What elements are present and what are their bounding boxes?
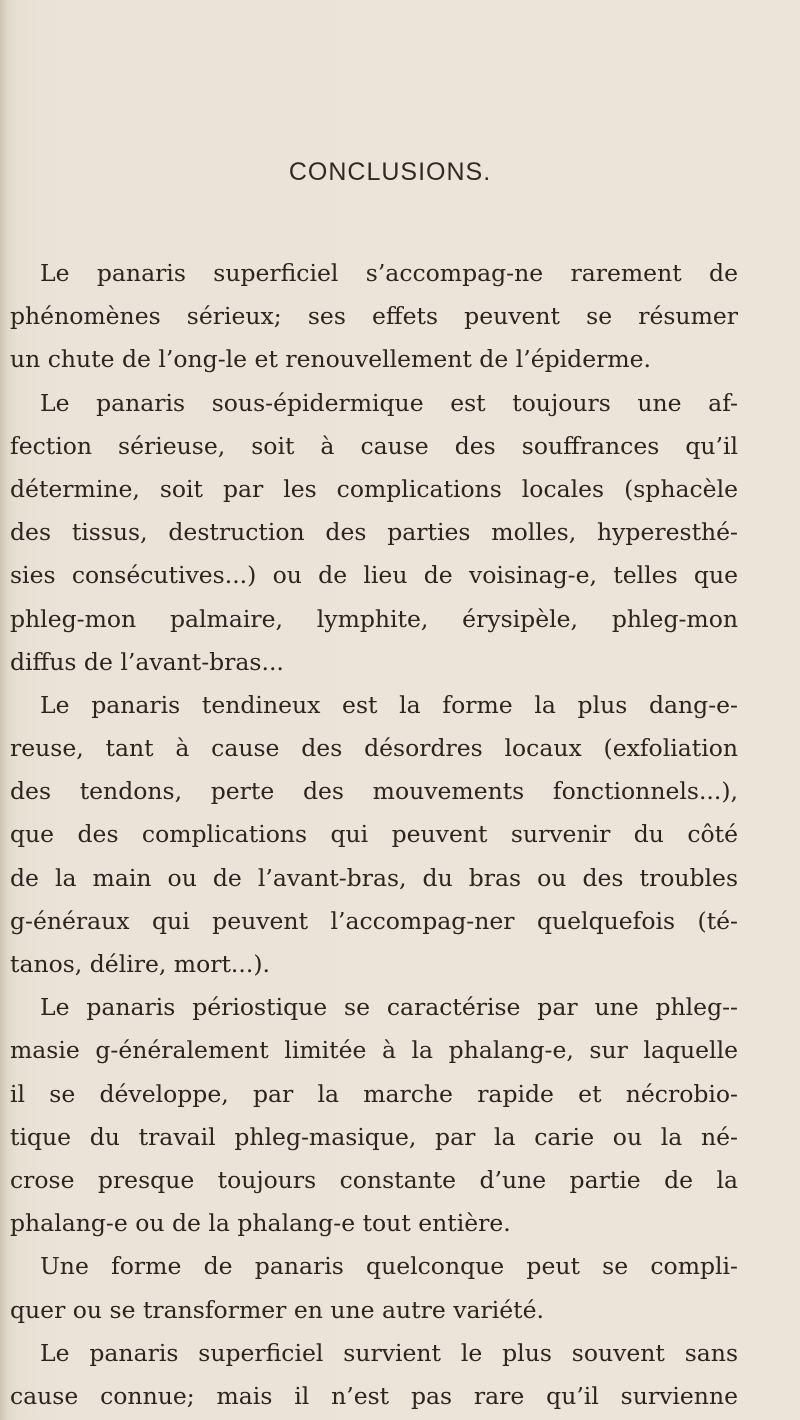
text-line-1: Le panaris superficiel s’accompag‑ne rarement de bbox=[40, 259, 738, 287]
text-line-10: diffus de l’avant-bras... bbox=[10, 647, 284, 676]
text-line-21: tique du travail phleg‑masique, par la carie ou la né- bbox=[10, 1122, 738, 1151]
text-line-3: un chute de l’ong‑le et renouvellement de l’épiderme. bbox=[10, 345, 652, 374]
text-line-20: il se développe, par la marche rapide et nécrobio- bbox=[10, 1079, 738, 1108]
text-line-4: Le panaris sous-épidermique est toujours une af- bbox=[40, 388, 738, 417]
text-line-11: Le panaris tendineux est la forme la plus dang‑e- bbox=[40, 690, 738, 719]
text-line-6: détermine, soit par les complications locales (sphacèle bbox=[10, 474, 738, 503]
text-line-15: de la main ou de l’avant-bras, du bras ou des troubles bbox=[10, 863, 738, 892]
text-line-7: des tissus, destruction des parties molles, hyperesthé- bbox=[10, 518, 738, 547]
text-line-2: phénomènes sérieux; ses effets peuvent se résumer bbox=[10, 302, 738, 331]
text-line-14: que des complications qui peuvent survenir du côté bbox=[10, 820, 738, 849]
text-line-17: tanos, délire, mort...). bbox=[10, 950, 270, 978]
page-title: CONCLUSIONS. bbox=[288, 158, 492, 186]
text-line-9: phleg‑mon palmaire, lymphite, érysipèle, phleg‑mon bbox=[10, 604, 738, 633]
text-line-26: Le panaris superficiel survient le plus souvent sans bbox=[40, 1338, 738, 1367]
body-text bbox=[0, 252, 780, 1418]
text-line-24: Une forme de panaris quelconque peut se compli- bbox=[40, 1252, 738, 1281]
text-line-13: des tendons, perte des mouvements fonctionnels...), bbox=[10, 777, 738, 806]
text-line-16: g‑énéraux qui peuvent l’accompag‑ner quelquefois (té- bbox=[10, 906, 738, 935]
text-line-8: sies consécutives...) ou de lieu de voisinag‑e, telles que bbox=[10, 561, 738, 590]
text-line-27: cause connue; mais il n’est pas rare qu’il survienne bbox=[10, 1381, 738, 1410]
text-line-22: crose presque toujours constante d’une partie de la bbox=[10, 1165, 738, 1194]
text-line-19: masie g‑énéralement limitée à la phalang‑e, sur laquelle bbox=[10, 1036, 738, 1065]
text-line-5: fection sérieuse, soit à cause des souffrances qu’il bbox=[10, 431, 738, 460]
text-line-12: reuse, tant à cause des désordres locaux (exfoliation bbox=[10, 734, 738, 763]
text-line-25: quer ou se transformer en une autre variété. bbox=[10, 1295, 544, 1324]
text-line-18: Le panaris périostique se caractérise par une phleg‑- bbox=[40, 993, 738, 1022]
text-line-23: phalang‑e ou de la phalang‑e tout entière. bbox=[10, 1209, 511, 1238]
